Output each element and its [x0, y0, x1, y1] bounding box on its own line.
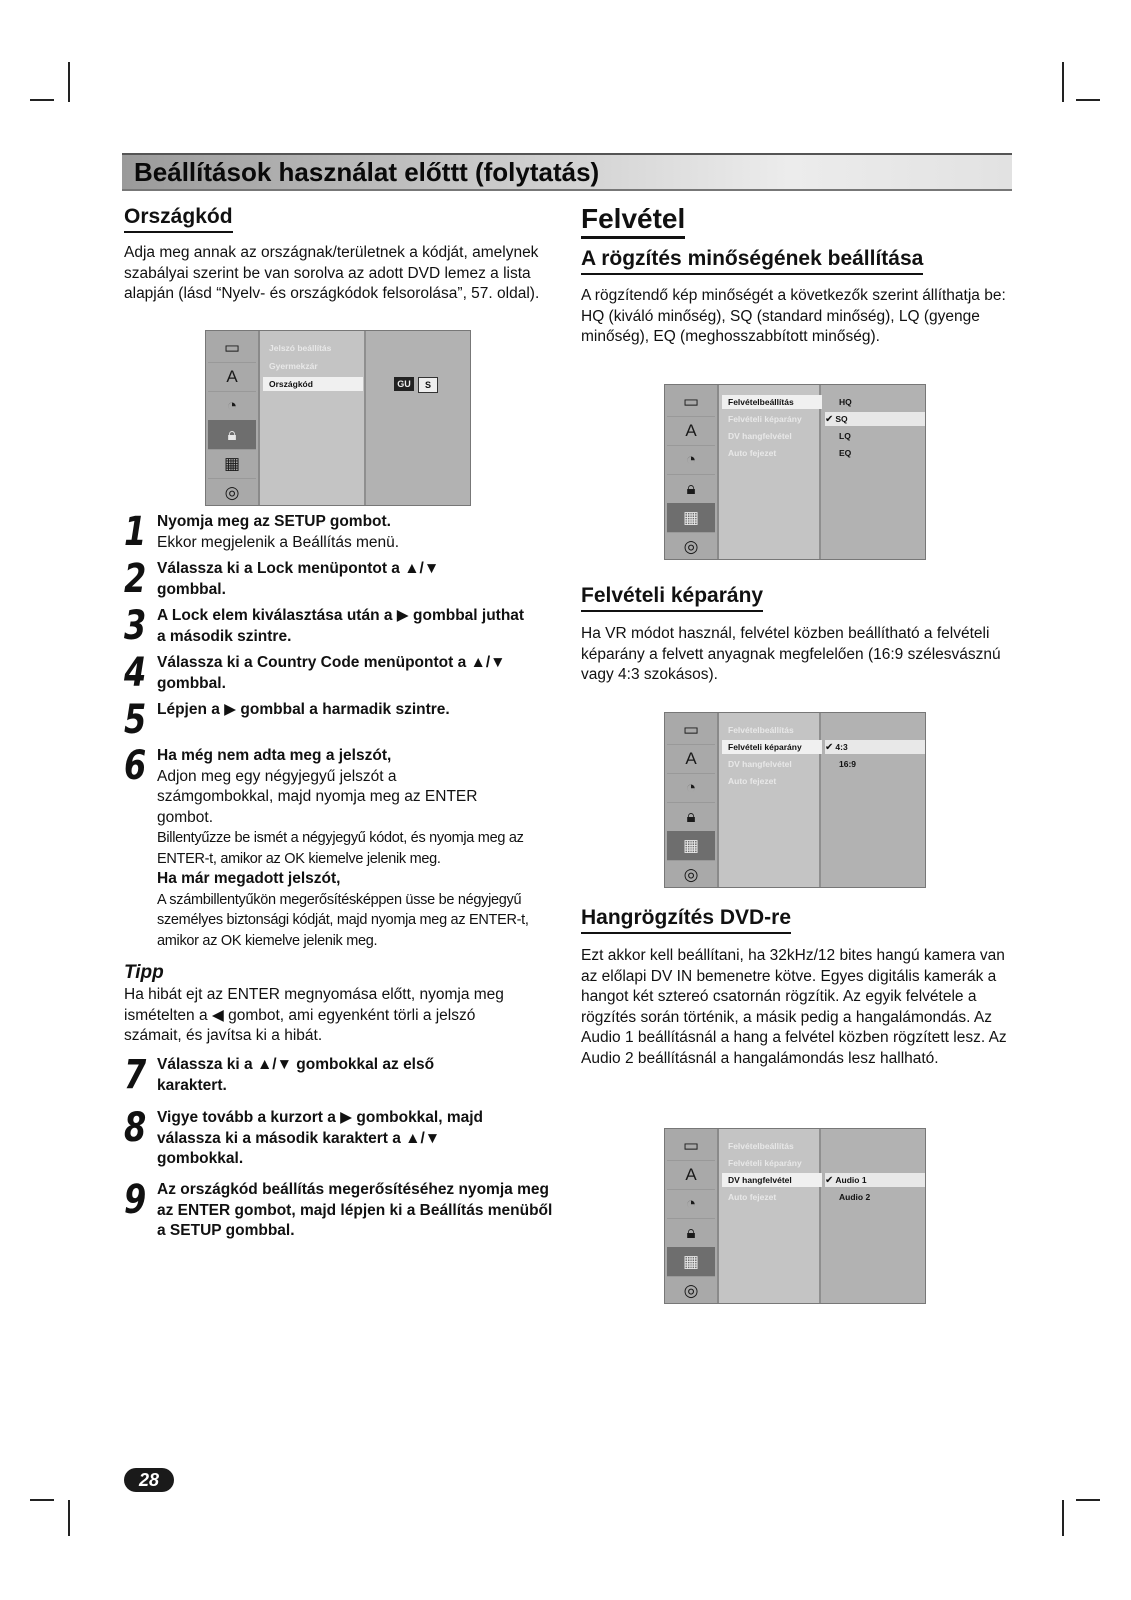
option-label: 4:3	[835, 742, 848, 752]
option-lq: LQ	[839, 431, 851, 441]
menu-item-password: Jelszó beállítás	[269, 343, 332, 353]
disc-icon: ◎	[667, 860, 715, 888]
option-eq: EQ	[839, 448, 852, 458]
step-detail: Ekkor megjelenik a Beállítás menü.	[157, 533, 400, 551]
lock-icon: 🔒︎	[208, 420, 256, 450]
language-icon: A	[667, 744, 715, 774]
step-number: 1	[124, 509, 147, 555]
option-sq	[825, 412, 925, 426]
section-heading-recording: Felvétel	[581, 203, 685, 239]
page-number: 28	[124, 1468, 174, 1492]
crop-mark	[30, 1499, 54, 1501]
step-instruction: Válassza ki a ▲/▼ gombokkal az első karaktert.	[157, 1056, 435, 1094]
step-number: 6	[124, 743, 147, 789]
subheading-recording-quality: A rögzítés minőségének beállítása	[581, 247, 923, 275]
subheading-quality-wrap	[581, 247, 1021, 275]
menu-item-record-mode: Felvételbeállítás	[728, 1141, 794, 1151]
quality-text-wrap	[581, 286, 1011, 348]
menu-item-dv-audio: DV hangfelvétel	[722, 1173, 822, 1187]
step-number: 2	[124, 556, 147, 602]
setup-menu-country-code	[205, 330, 471, 506]
country-code-intro: Adja meg annak az országnak/területnek a kódját, amelynek szabályai szerint be van sorolva az adott DVD lemez a lista alapján (lásd “Nyelv- és országkódok felsorolása”, 57. oldal).	[124, 244, 540, 302]
menu-item-list	[719, 385, 821, 559]
step-number: 3	[124, 603, 147, 649]
section-heading-country-code-wrap	[124, 205, 554, 233]
menu-item-auto-chapter: Auto fejezet	[728, 1192, 777, 1202]
section-heading-recording-wrap	[581, 203, 1021, 239]
setup-menu-aspect	[664, 712, 926, 888]
step-note-2: A számbillentyűkön megerősítésképpen üsse be négyjegyű személyes biztonsági kódját, majd nyomja meg az ENTER-t, amikor az OK kiemelve jelenik meg.	[157, 891, 529, 949]
language-icon: A	[208, 362, 256, 392]
subheading-dv-audio-wrap	[581, 906, 1021, 934]
film-icon: ▦	[667, 831, 715, 861]
step-instruction: Válassza ki a Lock menüpontot a ▲/▼ gombbal.	[157, 560, 440, 598]
option-label: SQ	[835, 414, 848, 424]
tv-screen-icon: ▭	[667, 715, 715, 745]
step-3	[124, 603, 564, 649]
menu-item-record-mode: Felvételbeállítás	[728, 725, 794, 735]
menu-item-aspect: Felvételi képarány	[728, 414, 802, 424]
film-icon: ▦	[208, 449, 256, 479]
step-instruction: A Lock elem kiválasztása után a ▶ gombbal juthat a második szintre.	[157, 607, 525, 645]
section-heading-country-code: Országkód	[124, 205, 233, 233]
option-hq: HQ	[839, 397, 852, 407]
film-icon: ▦	[667, 503, 715, 533]
step-2	[124, 556, 564, 602]
audio-icon: ◔	[667, 773, 715, 803]
step-5	[124, 697, 564, 743]
step-instruction-2: Ha már megadott jelszót,	[157, 870, 341, 887]
step-note: Billentyűzze be ismét a négyjegyű kódot, és nyomja meg az ENTER-t, amikor az OK kiemelve jelenik meg.	[157, 830, 524, 867]
step-detail: Adjon meg egy négyjegyű jelszót a számgombokkal, majd nyomja meg az ENTER gombot.	[157, 767, 478, 826]
menu-icon-column	[665, 385, 719, 559]
country-code-intro-wrap	[124, 243, 554, 305]
crop-mark	[68, 1500, 70, 1536]
subheading-aspect-wrap	[581, 584, 1021, 612]
lock-icon: 🔒︎	[667, 474, 715, 504]
step-number: 5	[124, 697, 147, 743]
menu-item-list	[719, 713, 821, 887]
step-instruction: Az országkód beállítás megerősítéséhez nyomja meg az ENTER gombot, majd lépjen ki a Beállítás menüből a SETUP gombbal.	[157, 1181, 553, 1239]
disc-icon: ◎	[667, 532, 715, 560]
page-title: Beállítások használat előttt (folytatás)	[134, 157, 600, 187]
crop-mark	[30, 99, 54, 101]
menu-item-list	[719, 1129, 821, 1303]
menu-item-auto-chapter: Auto fejezet	[728, 776, 777, 786]
tip-text: Ha hibát ejt az ENTER megnyomása előtt, nyomja meg ismételten a ◀ gombot, ami egyenként törli a jelszó számait, és javítsa ki a hibát.	[124, 986, 504, 1044]
option-audio-2: Audio 2	[839, 1192, 871, 1202]
step-7	[124, 1052, 564, 1098]
step-number: 7	[124, 1052, 147, 1098]
option-16-9: 16:9	[839, 759, 857, 769]
tv-screen-icon: ▭	[667, 1131, 715, 1161]
film-icon: ▦	[667, 1247, 715, 1277]
step-number: 9	[124, 1177, 147, 1223]
country-code-char-1: GU	[394, 377, 414, 391]
language-icon: A	[667, 1160, 715, 1190]
step-number: 8	[124, 1105, 147, 1151]
step-number: 4	[124, 650, 147, 696]
lock-icon: 🔒︎	[667, 1218, 715, 1248]
page-title-bar	[122, 153, 1012, 191]
audio-icon: ◔	[667, 445, 715, 475]
menu-item-auto-chapter: Auto fejezet	[728, 448, 777, 458]
recording-quality-text: A rögzítendő kép minőségét a következők szerint állíthatja be: HQ (kiváló minőség), SQ (standard minőség), LQ (gyenge minőség), EQ (meghosszabbított minőség).	[581, 287, 1006, 345]
step-1	[124, 509, 564, 555]
crop-mark	[1062, 62, 1064, 102]
menu-item-dv-audio: DV hangfelvétel	[728, 431, 792, 441]
step-instruction: Lépjen a ▶ gombbal a harmadik szintre.	[157, 701, 450, 718]
audio-icon: ◔	[208, 391, 256, 421]
checkmark-icon: ✔	[825, 742, 834, 753]
tv-screen-icon: ▭	[208, 333, 256, 363]
menu-item-record-mode: Felvételbeállítás	[722, 395, 822, 409]
crop-mark	[68, 62, 70, 102]
step-8	[124, 1105, 564, 1170]
setup-menu-record-quality	[664, 384, 926, 560]
menu-icon-column	[665, 1129, 719, 1303]
step-4	[124, 650, 564, 696]
disc-icon: ◎	[667, 1276, 715, 1304]
crop-mark	[1076, 99, 1100, 101]
menu-item-dv-audio: DV hangfelvétel	[728, 759, 792, 769]
step-instruction: Ha még nem adta meg a jelszót,	[157, 747, 392, 764]
crop-mark	[1076, 1499, 1100, 1501]
step-6	[124, 743, 564, 951]
dv-audio-text: Ezt akkor kell beállítani, ha 32kHz/12 bites hangú kamera van az előlapi DV IN bemenetre kötve. Egyes digitális kamerák a hangot két sztereó csatornán rögzítik. Az egyik felvétele a rögzítés során történik, a másik pedig a hangalámondás. Az Audio 1 beállításnál a hang a felvétel közben rögzített lesz. Az Audio 2 beállításnál a hangalámondás lesz hallható.	[581, 947, 1007, 1067]
menu-item-parental-lock: Gyermekzár	[269, 361, 318, 371]
menu-icon-column	[206, 331, 260, 505]
menu-item-aspect: Felvételi képarány	[728, 1158, 802, 1168]
tip-title: Tipp	[124, 962, 164, 983]
subheading-aspect-ratio: Felvételi képarány	[581, 584, 763, 612]
option-audio-1	[825, 1173, 925, 1187]
checkmark-icon: ✔	[825, 414, 834, 425]
option-label: Audio 1	[835, 1175, 867, 1185]
country-code-char-2: S	[418, 377, 438, 393]
audio-icon: ◔	[667, 1189, 715, 1219]
lock-icon: 🔒︎	[667, 802, 715, 832]
setup-menu-dv-audio	[664, 1128, 926, 1304]
menu-item-list	[260, 331, 366, 505]
option-4-3	[825, 740, 925, 754]
crop-mark	[1062, 1500, 1064, 1536]
step-9	[124, 1177, 564, 1242]
tip-text-wrap	[124, 985, 534, 1047]
step-instruction: Nyomja meg az SETUP gombot.	[157, 513, 391, 530]
aspect-ratio-text: Ha VR módot használ, felvétel közben beállítható a felvételi képarány a felvett anyagnak megfelelően (16:9 szélesvásznú vagy 4:3 szokásos).	[581, 625, 1001, 683]
dv-audio-text-wrap	[581, 946, 1011, 1069]
step-instruction: Vigye tovább a kurzort a ▶ gombokkal, majd válassza ki a második karaktert a ▲/▼ gombokkal.	[157, 1109, 484, 1167]
menu-item-country-code: Országkód	[263, 377, 363, 391]
menu-item-aspect: Felvételi képarány	[722, 740, 822, 754]
checkmark-icon: ✔	[825, 1175, 834, 1186]
language-icon: A	[667, 416, 715, 446]
aspect-text-wrap	[581, 624, 1016, 686]
menu-icon-column	[665, 713, 719, 887]
disc-icon: ◎	[208, 478, 256, 506]
subheading-dv-audio: Hangrögzítés DVD-re	[581, 906, 791, 934]
tv-screen-icon: ▭	[667, 387, 715, 417]
step-instruction: Válassza ki a Country Code menüpontot a ▲/▼ gombbal.	[157, 654, 506, 692]
